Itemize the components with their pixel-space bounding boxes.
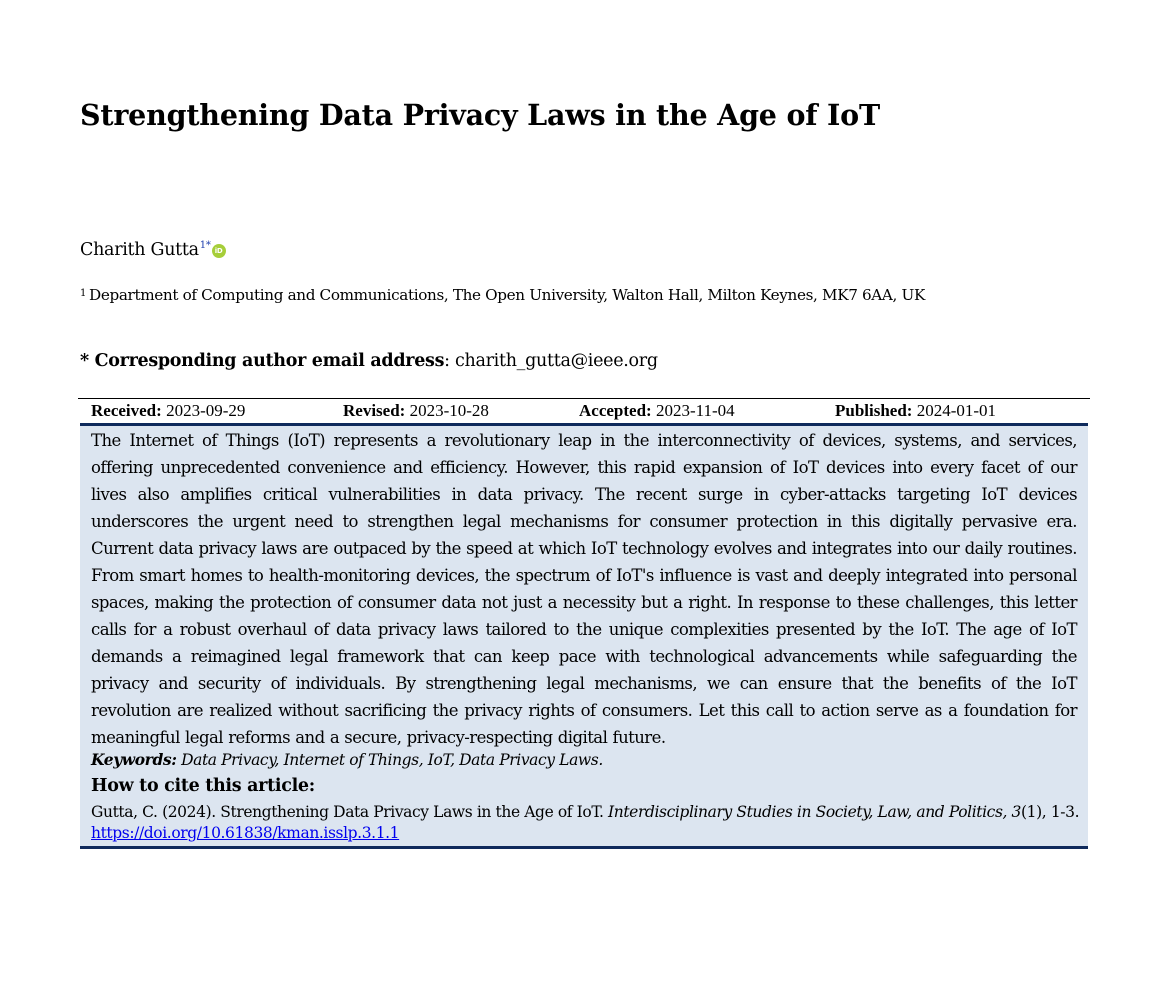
received-value: 2023-09-29 <box>166 401 246 420</box>
received-label: Received: <box>91 401 162 420</box>
author-line <box>80 240 226 260</box>
received-date <box>91 401 245 421</box>
published-value: 2024-01-01 <box>916 401 997 420</box>
revised-date <box>343 401 489 421</box>
doi-link[interactable]: https://doi.org/10.61838/kman.isslp.3.1.1 <box>91 824 400 842</box>
accepted-value: 2023-11-04 <box>655 401 735 420</box>
citation-heading: How to cite this article: <box>91 776 315 796</box>
author-name: Charith Gutta <box>80 240 199 260</box>
accepted-date <box>579 401 735 421</box>
corresponding-email[interactable]: charith_gutta@ieee.org <box>455 351 658 371</box>
corresponding-label: * Corresponding author email address <box>80 351 445 371</box>
citation-journal: Interdisciplinary Studies in Society, Law, and Politics, 3 <box>608 803 1022 821</box>
revised-value: 2023-10-28 <box>409 401 489 420</box>
citation-issue-pages: (1), 1-3. <box>1021 803 1080 821</box>
keywords-text: Data Privacy, Internet of Things, IoT, Data Privacy Laws. <box>181 751 603 769</box>
affiliation-marker: 1 <box>80 288 87 299</box>
accepted-label: Accepted: <box>579 401 652 420</box>
revised-label: Revised: <box>343 401 406 420</box>
citation-text <box>91 803 1080 821</box>
author-affiliation-marker: 1* <box>199 240 211 251</box>
article-title: Strengthening Data Privacy Laws in the Age of IoT <box>80 98 881 132</box>
corresponding-separator: : <box>444 351 456 371</box>
affiliation-text: Department of Computing and Communications, The Open University, Walton Hall, Milton Keynes, MK7 6AA, UK <box>89 286 925 304</box>
citation-authors-title: Gutta, C. (2024). Strengthening Data Privacy Laws in the Age of IoT. <box>91 803 609 821</box>
affiliation <box>80 286 925 304</box>
abstract-text: The Internet of Things (IoT) represents a revolutionary leap in the interconnectivity of devices, systems, and services, offering unprecedented convenience and efficiency. However, this rapid expansion of IoT devices into every facet of our lives also amplifies critical vulnerabilities in data privacy. The recent surge in cyber-attacks targeting IoT devices underscores the urgent need to strengthen legal mechanisms for consumer protection in this digitally pervasive era. Current data privacy laws are outpaced by the speed at which IoT technology evolves and integrates into our daily routines. From smart homes to health-monitoring devices, the spectrum of IoT's influence is vast and deeply integrated into personal spaces, making the protection of consumer data not just a necessity but a right. In response to these challenges, this letter calls for a robust overhaul of data privacy laws tailored to the unique complexities presented by the IoT. The age of IoT demands a reimagined legal framework that can keep pace with technological advancements while safeguarding the privacy and security of individuals. By strengthening legal mechanisms, we can ensure that the benefits of the IoT revolution are realized without sacrificing the privacy rights of consumers. Let this call to action serve as a foundation for meaningful legal reforms and a secure, privacy-respecting digital future. <box>91 431 1077 747</box>
orcid-icon[interactable]: iD <box>212 244 226 258</box>
corresponding-author <box>80 351 658 371</box>
keywords-label: Keywords: <box>91 750 177 769</box>
published-label: Published: <box>835 401 913 420</box>
published-date <box>835 401 996 421</box>
keywords <box>91 750 603 769</box>
abstract-box <box>80 423 1088 849</box>
dates-bar <box>78 398 1090 425</box>
